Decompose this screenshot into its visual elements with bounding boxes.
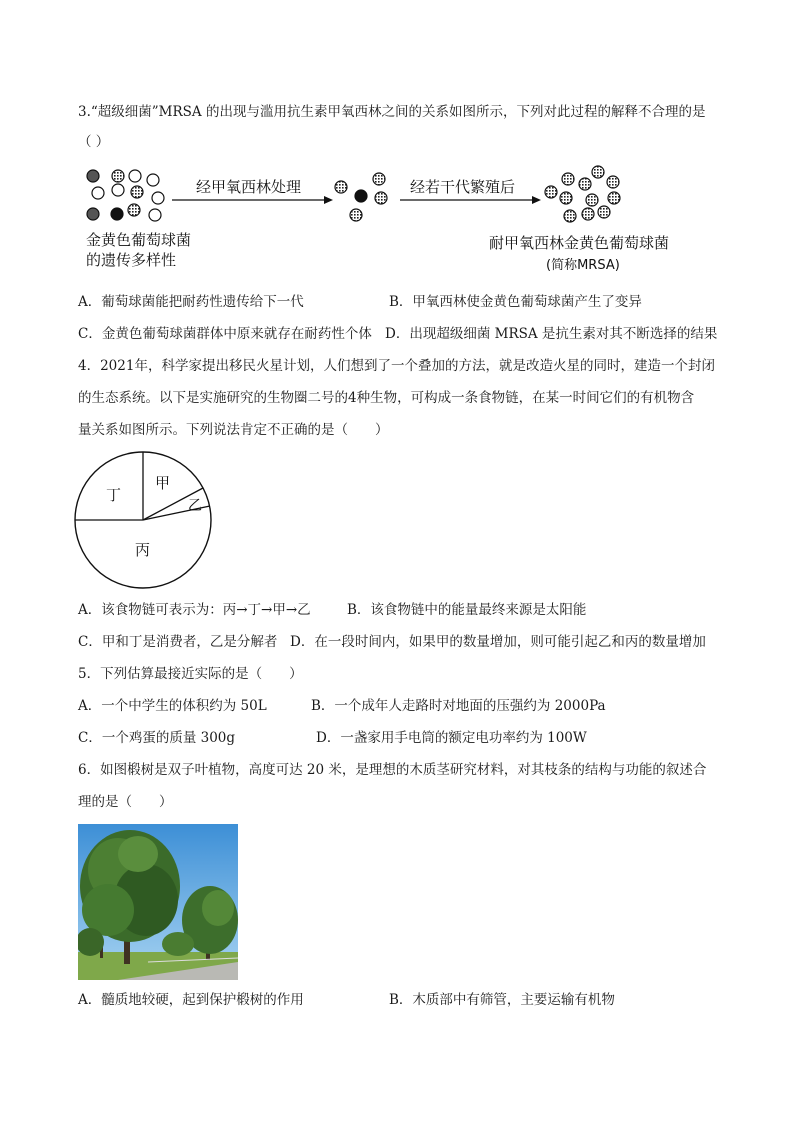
bacterium-white [112,184,124,196]
q6-option-b: B．木质部中有筛管，主要运输有机物 [389,992,615,1008]
q6-option-a: A．髓质地较硬，起到保护椴树的作用 [78,992,304,1008]
arrow-2-head [532,196,541,204]
linden-tree-photo [78,824,238,980]
q4-option-c: C．甲和丁是消费者，乙是分解者 [78,634,278,650]
bacterium-hatched [598,206,610,218]
bacterium-hatched [373,173,385,185]
bacterium-hatched [131,186,143,198]
pie-label-bing: 丙 [135,541,151,559]
bacterium-hatched [608,192,620,204]
q3-left-label-1: 金黄色葡萄球菌 [86,231,192,249]
pie-label-jia: 甲 [155,474,171,492]
bacterium-white [92,187,104,199]
q5-option-c: C．一个鸡蛋的质量 300g [78,730,236,746]
q5-option-b: B．一个成年人走路时对地面的压强约为 2000Pa [311,698,606,714]
bacterium-hatched [564,210,576,222]
bacterium-hatched [335,181,347,193]
bacterium-hatched [128,204,140,216]
bacterium-hatched [579,178,591,190]
q3-arrow2-label: 经若干代繁殖后 [410,178,516,196]
bacterium-hatched [545,186,557,198]
q4-pie-diagram [73,446,223,596]
q4-stem-line1: 4．2021年，科学家提出移民火星计划，人们想到了一个叠加的方法，就是改造火星的同时，建造一个封闭 [78,358,715,374]
pie-label-yi: 乙 [188,498,202,514]
q5-option-a: A．一个中学生的体积约为 50L [78,698,267,714]
bacterium-dark [87,170,99,182]
pie-label-ding: 丁 [106,486,122,504]
bacterium-hatched [350,209,362,221]
q3-option-d: D．出现超级细菌 MRSA 是抗生素对其不断选择的结果 [385,326,718,342]
arrow-1-head [324,196,333,204]
bacterium-white [147,174,159,186]
q5-stem: 5．下列估算最接近实际的是（ ） [78,666,303,682]
q4-option-b: B．该食物链中的能量最终来源是太阳能 [347,602,587,618]
q4-option-d: D．在一段时间内，如果甲的数量增加，则可能引起乙和丙的数量增加 [290,634,706,650]
q3-right-label-2: (简称MRSA) [546,258,620,273]
bacterium-white [129,170,141,182]
q3-right-label-1: 耐甲氧西林金黄色葡萄球菌 [489,234,670,252]
q3-option-c: C．金黄色葡萄球菌群体中原来就存在耐药性个体 [78,326,372,342]
bacterium-black [111,208,123,220]
bacterium-dark [87,208,99,220]
bacterium-hatched [375,192,387,204]
bacterium-hatched [112,170,124,182]
q4-option-a: A．该食物链可表示为：丙→丁→甲→乙 [78,602,311,618]
q4-stem-line3: 量关系如图所示。下列说法肯定不正确的是（ ） [78,422,389,438]
bacterium-white [149,209,161,221]
q3-option-a: A．葡萄球菌能把耐药性遗传给下一代 [78,294,304,310]
bacterium-hatched [607,176,619,188]
q3-stem-line1: 3.“超级细菌”MRSA 的出现与滥用抗生素甲氧西林之间的关系如图所示，下列对此过程的解释不合理的是 [78,104,706,120]
q6-stem-line1: 6．如图椴树是双子叶植物，高度可达 20 米，是理想的木质茎研究材料，对其枝条的结构与功能的叙述合 [78,762,707,778]
bacterium-hatched [562,173,574,185]
bacterium-white [152,192,164,204]
bacterium-hatched [560,192,572,204]
bacterium-hatched [582,208,594,220]
q5-option-d: D．一盏家用手电筒的额定电功率约为 100W [316,730,587,746]
q3-stem-line2: （ ） [78,134,110,150]
q3-left-label-2: 的遗传多样性 [86,251,177,269]
q3-option-b: B．甲氧西林使金黄色葡萄球菌产生了变异 [389,294,642,310]
bacterium-black [355,190,367,202]
bacterium-hatched [592,166,604,178]
q4-stem-line2: 的生态系统。以下是实施研究的生物圈二号的4种生物，可构成一条食物链，在某一时间它们的有机物含 [78,390,695,406]
q6-stem-line2: 理的是（ ） [78,794,173,810]
q3-arrow1-label: 经甲氧西林处理 [196,178,302,196]
bacterium-hatched [586,194,598,206]
